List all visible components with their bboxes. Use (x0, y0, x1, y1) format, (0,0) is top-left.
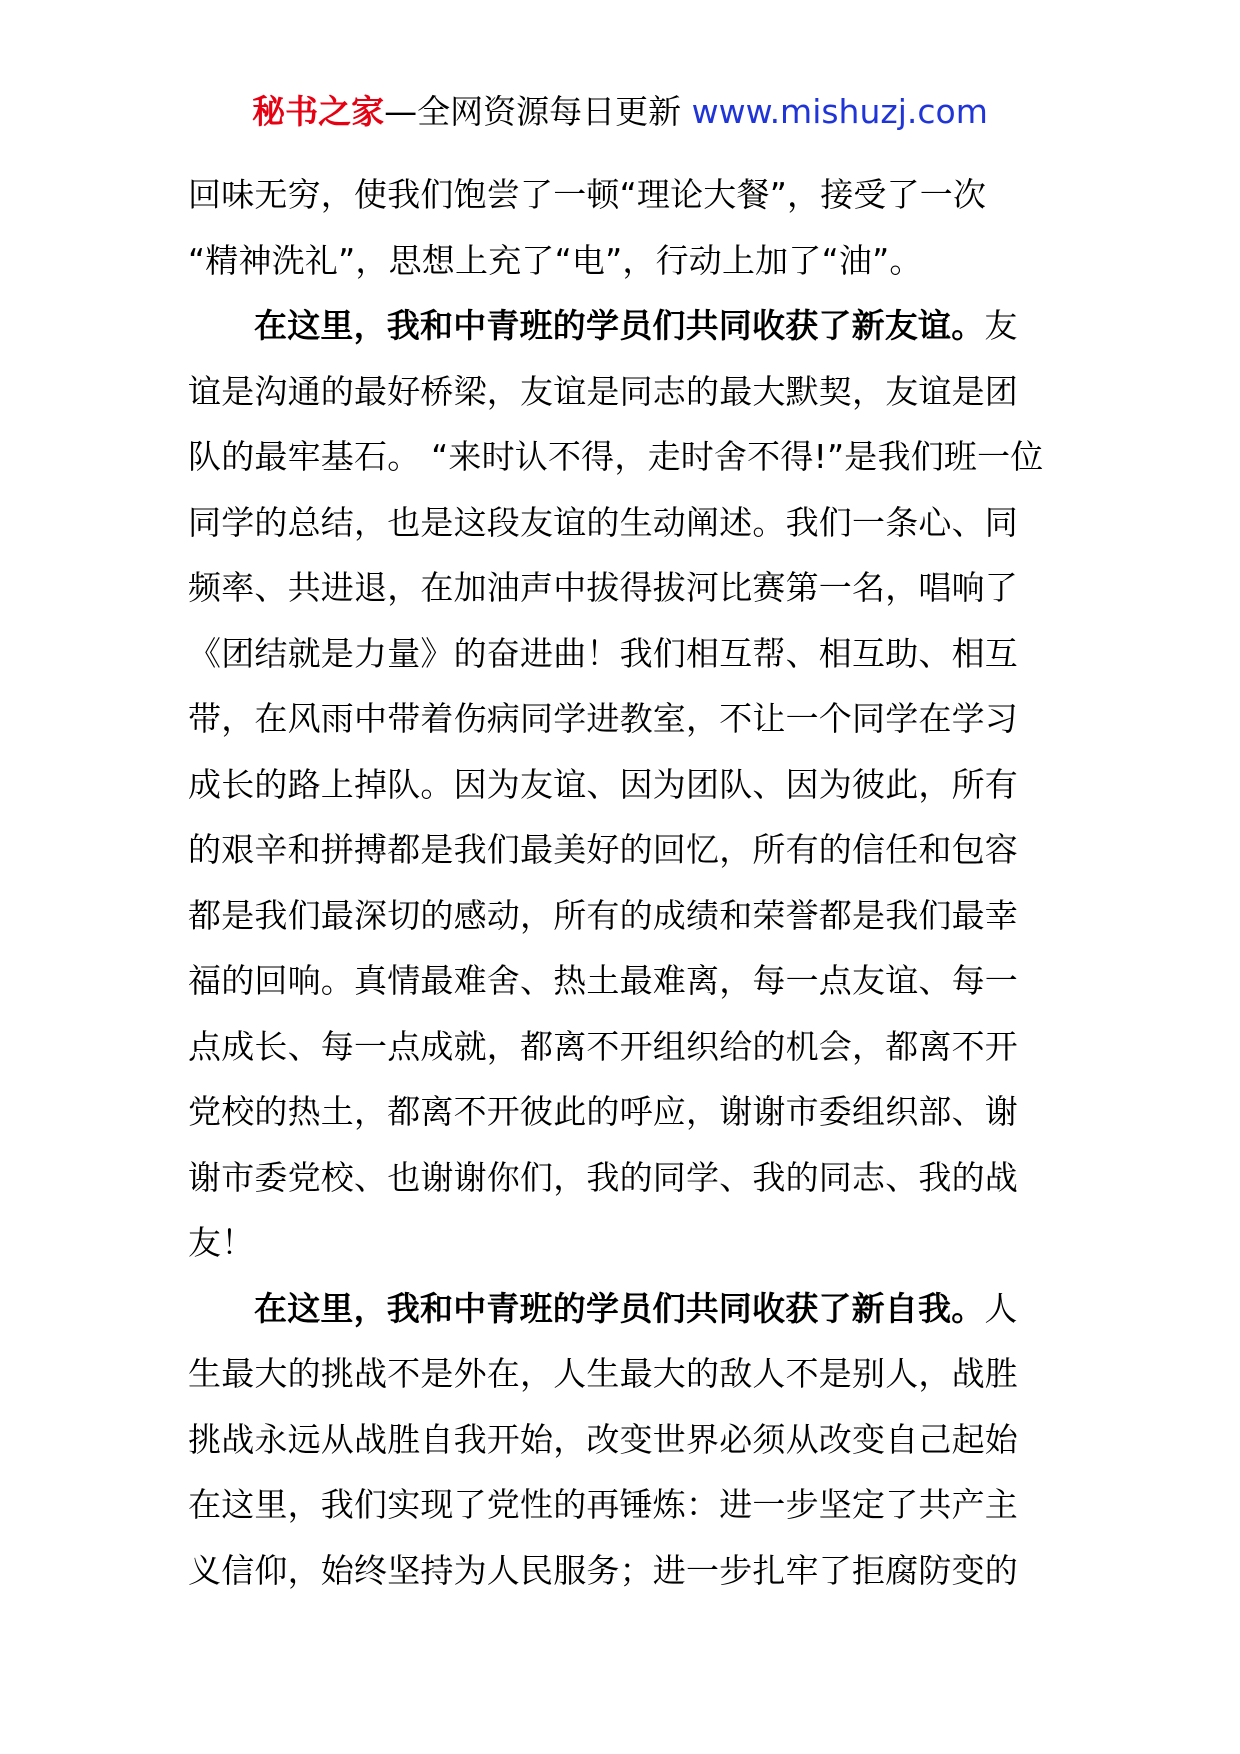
text-line: 福的回响。真情最难舍、热土最难离，每一点友谊、每一 (188, 961, 1018, 1000)
site-url: www.mishuzj.com (691, 92, 988, 131)
text-line: 挑战永远从战胜自我开始，改变世界必须从改变自己起始 (188, 1419, 1018, 1459)
text-line: 友！ (188, 1223, 255, 1262)
paragraph-text: 人 (984, 1288, 1018, 1328)
text-line: 回味无穷，使我们饱尝了一顿“理论大餐”，接受了一次 (188, 175, 987, 214)
paragraph-text: 友 (984, 306, 1018, 345)
text-line: 《团结就是力量》的奋进曲！我们相互帮、相互助、相互 (188, 633, 1018, 673)
text-line: 都是我们最深切的感动，所有的成绩和荣誉都是我们最幸 (188, 895, 1018, 935)
page-header (0, 92, 1240, 132)
text-line: 同学的总结，也是这段友谊的生动阐述。我们一条心、同 (188, 502, 1018, 542)
paragraph-heading: 在这里，我和中青班的学员们共同收获了新自我。 (254, 1288, 985, 1328)
text-line: 队的最牢基石。 “来时认不得，走时舍不得!”是我们班一位 (188, 437, 1044, 476)
text-line: 党校的热土，都离不开彼此的呼应，谢谢市委组织部、谢 (188, 1092, 1018, 1131)
text-line: 谊是沟通的最好桥梁，友谊是同志的最大默契，友谊是团 (188, 371, 1018, 411)
paragraph-lead-line (188, 1276, 1058, 1342)
header-tagline: —全网资源每日更新 (384, 92, 692, 131)
text-line: 成长的路上掉队。因为友谊、因为团队、因为彼此，所有 (188, 764, 1018, 804)
text-line: 的艰辛和拼搏都是我们最美好的回忆，所有的信任和包容 (188, 830, 1018, 869)
paragraph-heading: 在这里，我和中青班的学员们共同收获了新友谊。 (254, 306, 985, 345)
document-body (188, 162, 1058, 1603)
text-line: 谢市委党校、也谢谢你们，我的同学、我的同志、我的战 (188, 1157, 1018, 1197)
text-line: 带，在风雨中带着伤病同学进教室，不让一个同学在学习 (188, 699, 1018, 738)
text-line: 点成长、每一点成就，都离不开组织给的机会，都离不开 (188, 1026, 1018, 1066)
text-line: “精神洗礼”，思想上充了“电”，行动上加了“油”。 (188, 240, 923, 280)
text-line: 义信仰，始终坚持为人民服务；进一步扎牢了拒腐防变的 (188, 1550, 1018, 1590)
brand-name: 秘书之家 (252, 92, 385, 131)
text-line: 生最大的挑战不是外在，人生最大的敌人不是别人，战胜 (188, 1354, 1018, 1393)
text-line: 在这里，我们实现了党性的再锤炼：进一步坚定了共产主 (188, 1485, 1018, 1524)
paragraph-lead-line (188, 293, 1058, 359)
text-line: 频率、共进退，在加油声中拔得拔河比赛第一名，唱响了 (188, 568, 1018, 607)
